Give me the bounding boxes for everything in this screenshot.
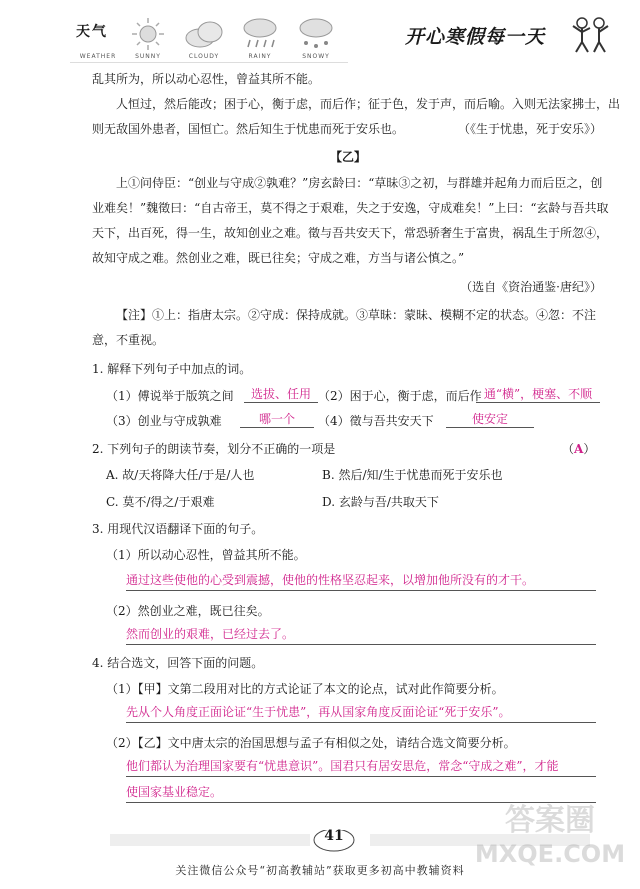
- q2-answer: A: [574, 442, 584, 456]
- rain-icon: [234, 16, 286, 52]
- q1-item-1: （1）傅说举于版筑之间: [106, 389, 234, 403]
- q1-answer-4: 使安定: [446, 410, 534, 428]
- passage-b-line: 天下，出百死，得一生，故知创业之难。徵与吾共安天下，常恐骄奢生于富贵，祸乱生于所忽④，: [92, 226, 609, 240]
- page-header: [70, 14, 610, 62]
- series-brand: 开心寒假每一天: [405, 26, 546, 48]
- weather-label: SNOWY: [302, 53, 330, 60]
- q1-answer-3: 哪一个: [240, 410, 314, 428]
- q3-answer-1: 通过这些使他的心受到震撼，使他的性格坚忍起来，以增加他所没有的才干。: [126, 570, 596, 591]
- passage-a-line: 人恒过，然后能改；困于心，衡于虑，而后作；征于色，发于声，而后喻。入则无法家拂士，出: [116, 97, 621, 111]
- q1-answer-2: 通“横”，梗塞、不顺: [476, 385, 600, 403]
- passage-a-source: （《生于忧患，死于安乐》）: [457, 122, 602, 136]
- passage-b-line: 上①问侍臣：“创业与守成②孰难？”房玄龄曰：“草昧③之初，与群雄并起角力而后臣之，创: [116, 176, 603, 190]
- watermark-text: 答案圈: [505, 803, 595, 838]
- question-1-stem: 1. 解释下列句子中加点的词。: [92, 362, 252, 376]
- weather-strip: [70, 14, 348, 63]
- q2-paren-left: （: [562, 442, 575, 456]
- q2-answer-box: [562, 440, 602, 457]
- weather-title: 天气: [76, 24, 108, 40]
- passage-b-title: 【乙】: [329, 150, 366, 164]
- footer-note: 关注微信公众号“初高教辅站”获取更多初高中教辅资料: [175, 864, 465, 877]
- q2-option-d: D. 玄龄与吾/共取天下: [322, 495, 439, 509]
- cloud-icon: [178, 16, 230, 52]
- passage-b-line: 业难矣！”魏徵曰：“自古帝王，莫不得之于艰难，失之于安逸，守成难矣！”上曰：“玄龄与吾共取: [92, 201, 609, 215]
- watermark-url: MXQE.COM: [474, 840, 626, 868]
- weather-label: SUNNY: [135, 53, 161, 60]
- passage-a-line: 则无敌国外患者，国恒亡。然后知生于忧患而死于安乐也。: [92, 122, 405, 136]
- question-2-stem: 2. 下列句子的朗读节奏，划分不正确的一项是: [92, 442, 336, 456]
- q1-item-2: （2）困于心，衡于虑，而后作: [318, 389, 482, 403]
- q1-item-3: （3）创业与守成孰难: [106, 414, 222, 428]
- q1-answer-1: 选拔、任用: [244, 385, 318, 403]
- annotation-note: 意，不重视。: [92, 333, 165, 347]
- weather-label: WEATHER: [79, 53, 117, 60]
- q2-paren-right: ）: [583, 442, 596, 456]
- q3-answer-2: 然而创业的艰难，已经过去了。: [126, 624, 596, 645]
- question-3-stem: 3. 用现代汉语翻译下面的句子。: [92, 522, 264, 536]
- weather-label: RAINY: [248, 53, 272, 60]
- page-number: 41: [324, 828, 344, 844]
- q2-option-b: B. 然后/知/生于忧患而死于安乐也: [322, 468, 503, 482]
- q2-option-c: C. 莫不/得之/于艰难: [106, 495, 215, 509]
- q3-sentence-1: （1）所以动心忍性，曾益其所不能。: [106, 548, 306, 562]
- q4-answer-2-line-2: 使国家基业稳定。: [126, 782, 596, 803]
- passage-b-source: （选自《资治通鉴·唐纪》）: [460, 280, 602, 294]
- snow-icon: [290, 16, 342, 52]
- q3-sentence-2: （2）然创业之难，既已往矣。: [106, 604, 270, 618]
- weather-label: CLOUDY: [188, 53, 220, 60]
- q4-answer-2-line-1: 他们都认为治理国家要有“忧患意识”。国君只有居安思危，常念“守成之难”，才能: [126, 756, 596, 777]
- passage-a-line: 乱其所为，所以动心忍性，曾益其所不能。: [92, 72, 321, 86]
- q4-answer-1: 先从个人角度正面论证“生于忧患”，再从国家角度反面论证“死于安乐”。: [126, 702, 596, 723]
- q1-item-4: （4）徵与吾共安天下: [318, 414, 434, 428]
- annotation-note: 【注】①上：指唐太宗。②守成：保持成就。③草昧：蒙昧、模糊不定的状态。④忽：不注: [116, 308, 597, 322]
- q4-question-1: （1）【甲】文第二段用对比的方式论证了本文的论点，试对此作简要分析。: [106, 682, 504, 696]
- sun-icon: [122, 16, 174, 52]
- passage-b-line: 故知守成之难。然创业之难，既已往矣；守成之难，方当与诸公慎之。”: [92, 251, 465, 265]
- watermark-logo: [470, 790, 630, 870]
- q4-question-2: （2）【乙】文中唐太宗的治国思想与孟子有相似之处，请结合选文简要分析。: [106, 736, 516, 750]
- q2-option-a: A. 故/天将降大任/于是/人也: [106, 468, 255, 482]
- kids-figure-icon: [570, 14, 610, 56]
- question-4-stem: 4. 结合选文，回答下面的问题。: [92, 656, 264, 670]
